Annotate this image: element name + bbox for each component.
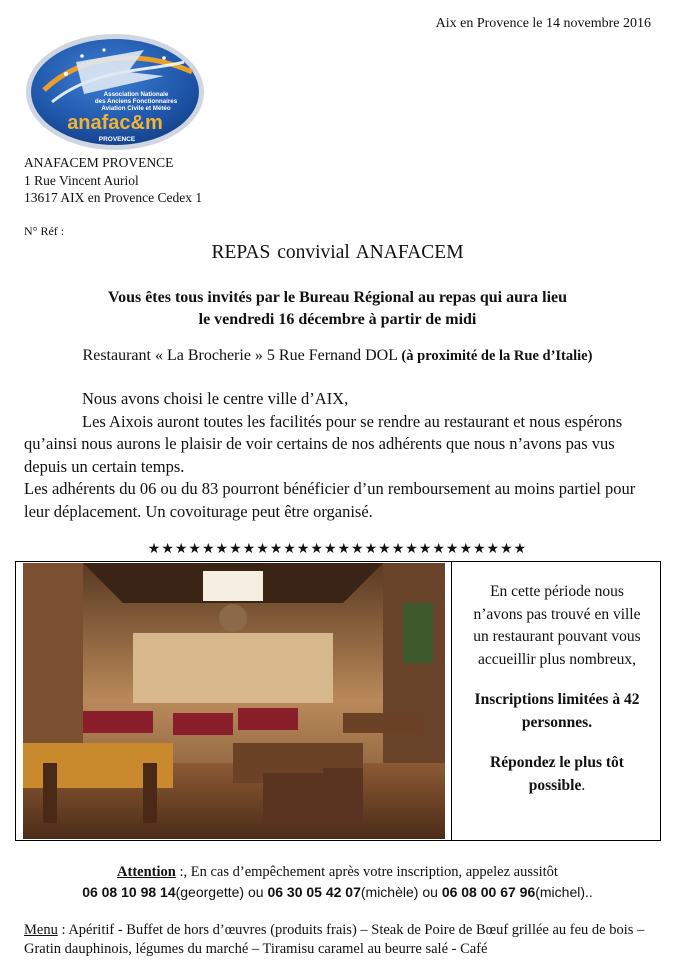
- address-line: 1 Rue Vincent Auriol: [24, 172, 139, 188]
- phone-list: [0, 882, 675, 902]
- phone-contact: (michèle): [360, 884, 419, 900]
- logo-line-3: Aviation Civile et Météo: [101, 105, 171, 112]
- phone-separator: ou: [244, 884, 268, 900]
- letter-title: REPAS convivial ANAFACEM: [211, 242, 464, 263]
- body-paragraph-1: Nous avons choisi le centre ville d’AIX,: [82, 389, 349, 408]
- address-line: ANAFACEM PROVENCE: [24, 155, 174, 170]
- restaurant-address: Restaurant « La Brocherie » 5 Rue Fernand DOL: [82, 347, 402, 364]
- sidebox-reply-end: .: [581, 776, 586, 794]
- attention-notice: [0, 862, 675, 902]
- menu-description: [24, 921, 654, 959]
- phone-separator: ou: [418, 884, 442, 900]
- anafacem-logo: [24, 32, 207, 152]
- logo-line-2: des Anciens Fonctionnaires: [94, 98, 178, 105]
- sidebox-paragraph: En cette période nous n’avons pas trouvé en ville un restaurant pouvant vous accueillir plus nombreux,: [473, 583, 641, 668]
- menu-label: Menu: [24, 922, 58, 938]
- letter-body: [24, 388, 654, 523]
- body-paragraph-2: Les Aixois auront toutes les facilités pour se rendre au restaurant et nous espérons qu’ainsi nous aurons le plaisir de voir certains de nos adhérents que nous n’avons pas vus depuis un certain temps.: [24, 411, 623, 476]
- attention-label: Attention: [117, 864, 176, 880]
- logo-line-1: Association Nationale: [103, 91, 169, 98]
- sidebox-limit: Inscriptions limitées à 42 personnes.: [474, 691, 640, 731]
- restaurant-info: [0, 347, 675, 365]
- invitation-line: le vendredi 16 décembre à partir de midi: [198, 311, 477, 328]
- letter-date: Aix en Provence le 14 novembre 2016: [435, 16, 651, 31]
- attention-text: :, En cas d’empêchement après votre inscription, appelez aussitôt: [175, 864, 558, 880]
- invitation-line: Vous êtes tous invités par le Bureau Régional au repas qui aura lieu: [107, 289, 568, 306]
- sidebox-text: [453, 561, 661, 841]
- logo-sub: PROVENCE: [98, 136, 136, 143]
- sidebox-reply: Répondez le plus tôt possible: [490, 754, 624, 794]
- logo-brand: anafac&m: [67, 112, 163, 134]
- star-separator: ★★★★★★★★★★★★★★★★★★★★★★★★★★★★: [147, 542, 528, 557]
- box-divider: [451, 561, 452, 841]
- invitation: [0, 287, 675, 331]
- phone-contact: (georgette): [175, 884, 245, 900]
- restaurant-photo: [23, 563, 445, 839]
- body-paragraph-3: Les adhérents du 06 ou du 83 pourront bénéficier d’un remboursement au moins partiel pour leur déplacement. Un covoiturage peut être organisé.: [24, 479, 636, 521]
- phone-number: 06 08 10 98 14: [82, 884, 176, 900]
- sender-address: [24, 154, 202, 207]
- phone-number: 06 30 05 42 07: [267, 884, 361, 900]
- menu-text: : Apéritif - Buffet de hors d’œuvres (produits frais) – Steak de Poire de Bœuf grillée au feu de bois – Gratin dauphinois, légumes du marché – Tiramisu caramel au beurre salé - Café: [24, 922, 645, 957]
- address-line: 13617 AIX en Provence Cedex 1: [24, 190, 203, 205]
- restaurant-note: (à proximité de la Rue d’Italie): [401, 348, 593, 364]
- phone-number: 06 08 00 67 96: [441, 884, 536, 900]
- reference: N° Réf :: [24, 224, 65, 238]
- phone-contact: (michel)..: [535, 884, 593, 900]
